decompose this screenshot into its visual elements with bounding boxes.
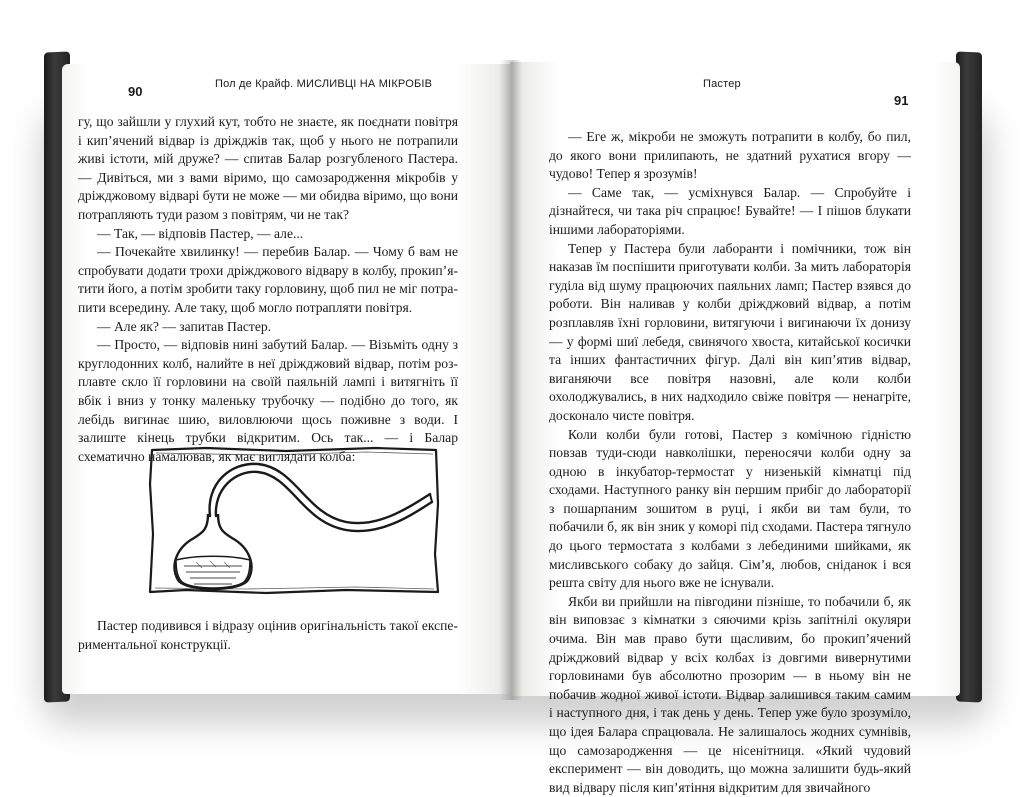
swan-neck-flask-drawing xyxy=(146,444,442,596)
paragraph: Коли колби були готові, Пастер з комічною гідністю повзав туди-сюди навколішки, переносячи колби одну за одною в інкубатор-термостат у низенькій кімнатці під сходами. Наступного ранку він першим прибіг до лабораторії з пошарпаним зошитом в руці, і якби ви там були, то побачили б, як він зник у коморі під сходами. Пастера тягнуло до цього термостата з колбами з лебединими шийками, як мисливського собаку до зайця. Сім’я, любов, сніданок і вся решта світу для нього вже не існували. xyxy=(549,426,911,591)
left-running-head: Пол де Крайф. МИСЛИВЦІ НА МІКРОБІВ xyxy=(215,78,433,90)
paragraph: гу, що зайшли у глухий кут, тобто не знаєте, як поєднати повітря і кип’ячений відвар із дріжджів так, щоб у нього не потрапили живі істоти, мій друже? — спитав Балар розгубленого Пастера. — Дивіться, ми з вами віримо, що самозародження мікробів у дріжджовому відварі бути не може — ми обидва віримо, що вони потрапляють туди разом з повітрям, чи не так? xyxy=(78,114,458,222)
paragraph: Тепер у Пастера були лаборанти і помічники, тож він наказав їм поспішити приготувати колби. За мить лабораторія гуділа від шуму працюючих паяльних ламп; Пастер взявся до роботи. Він наливав у колби дріжджовий відвар, а потім розплавляв їхні горловини, витягуючи і вигинаючи їх донизу — у формі шиї лебедя, свинячого хвоста, китайської косички та інших фантастичних фігур. Далі він кип’ятив відвар, виганяючи все повітря назовні, але коли колби охолоджувались, в них надходило свіже повітря — ненагріте, досконало чисте повітря. xyxy=(549,240,911,423)
paragraph: Пастер подивився і відразу оцінив оригінальність такої експериментальної конструкції. xyxy=(78,618,458,652)
left-page-text xyxy=(78,113,458,466)
left-page-caption-text xyxy=(78,617,458,654)
paragraph: — Так, — відповів Пастер, — але... xyxy=(97,225,304,241)
right-page-number: 91 xyxy=(894,93,909,108)
right-page-text xyxy=(549,128,911,797)
paragraph: — Еге ж, мікроби не зможуть потрапити в колбу, бо пил, до якого вони прилипають, не здатний рухатися вгору — чудово! Тепер я зрозумів! xyxy=(549,129,911,182)
left-page-number: 90 xyxy=(128,84,143,99)
paragraph: Якби ви прийшли на півгодини пізніше, то побачили б, як він виповзає з кімнатки з сяючими крізь запітнілі окуляри очима. Він мав право бути щасливим, бо прокип’ячений дріжджовий відвар у всіх колбах із довгими вивернутими горловинами був абсолютно прозорим — в ньому він не побачив жодної живої істоти. Відвар залишився таким самим і наступного дня, і так день у день. Тепер уже було зрозуміло, що ідея Балара спрацювала. Не залишалось жодних сумнівів, що самозародження — це нісенітниця. «Який чудовий експеримент — він доводить, що можна залишити будь-який вид відвару після кип’ятіння відкритим для звичайного xyxy=(549,593,911,795)
book-gutter xyxy=(500,60,522,700)
paragraph: — Але як? — запитав Пастер. xyxy=(97,318,272,334)
paragraph: — Саме так, — усміхнувся Балар. — Спробуйте і дізнайтеся, чи така річ спрацює! Бувайте! — І пішов блукати іншими лабораторіями. xyxy=(549,184,911,237)
paragraph: — Почекайте хвилинку! — перебив Балар. — Чому б вам не спробувати додати трохи дріжджового відвару в колбу, прокип’ятити його, а потім зробити таку горловину, щоб пил не міг потрапити всередину. Але таку, щоб могло потрапляти повітря. xyxy=(78,244,458,315)
paragraph: — Просто, — відповів нині забутий Балар. — Візьміть одну з круглодонних колб, налийте в неї дріжджовий відвар, потім розплавте скло її горловини на своїй паяльній лампі і витягніть її вбік і вниз у тонку маленьку трубочку — подібно до того, як лебідь вигинає шию, виловлюючи щось поживне з води. І залиште кінець трубки відкритим. Ось так... — і Балар схематично намалював, як має виглядати колба: xyxy=(78,337,458,464)
right-running-head: Пастер xyxy=(703,78,741,90)
